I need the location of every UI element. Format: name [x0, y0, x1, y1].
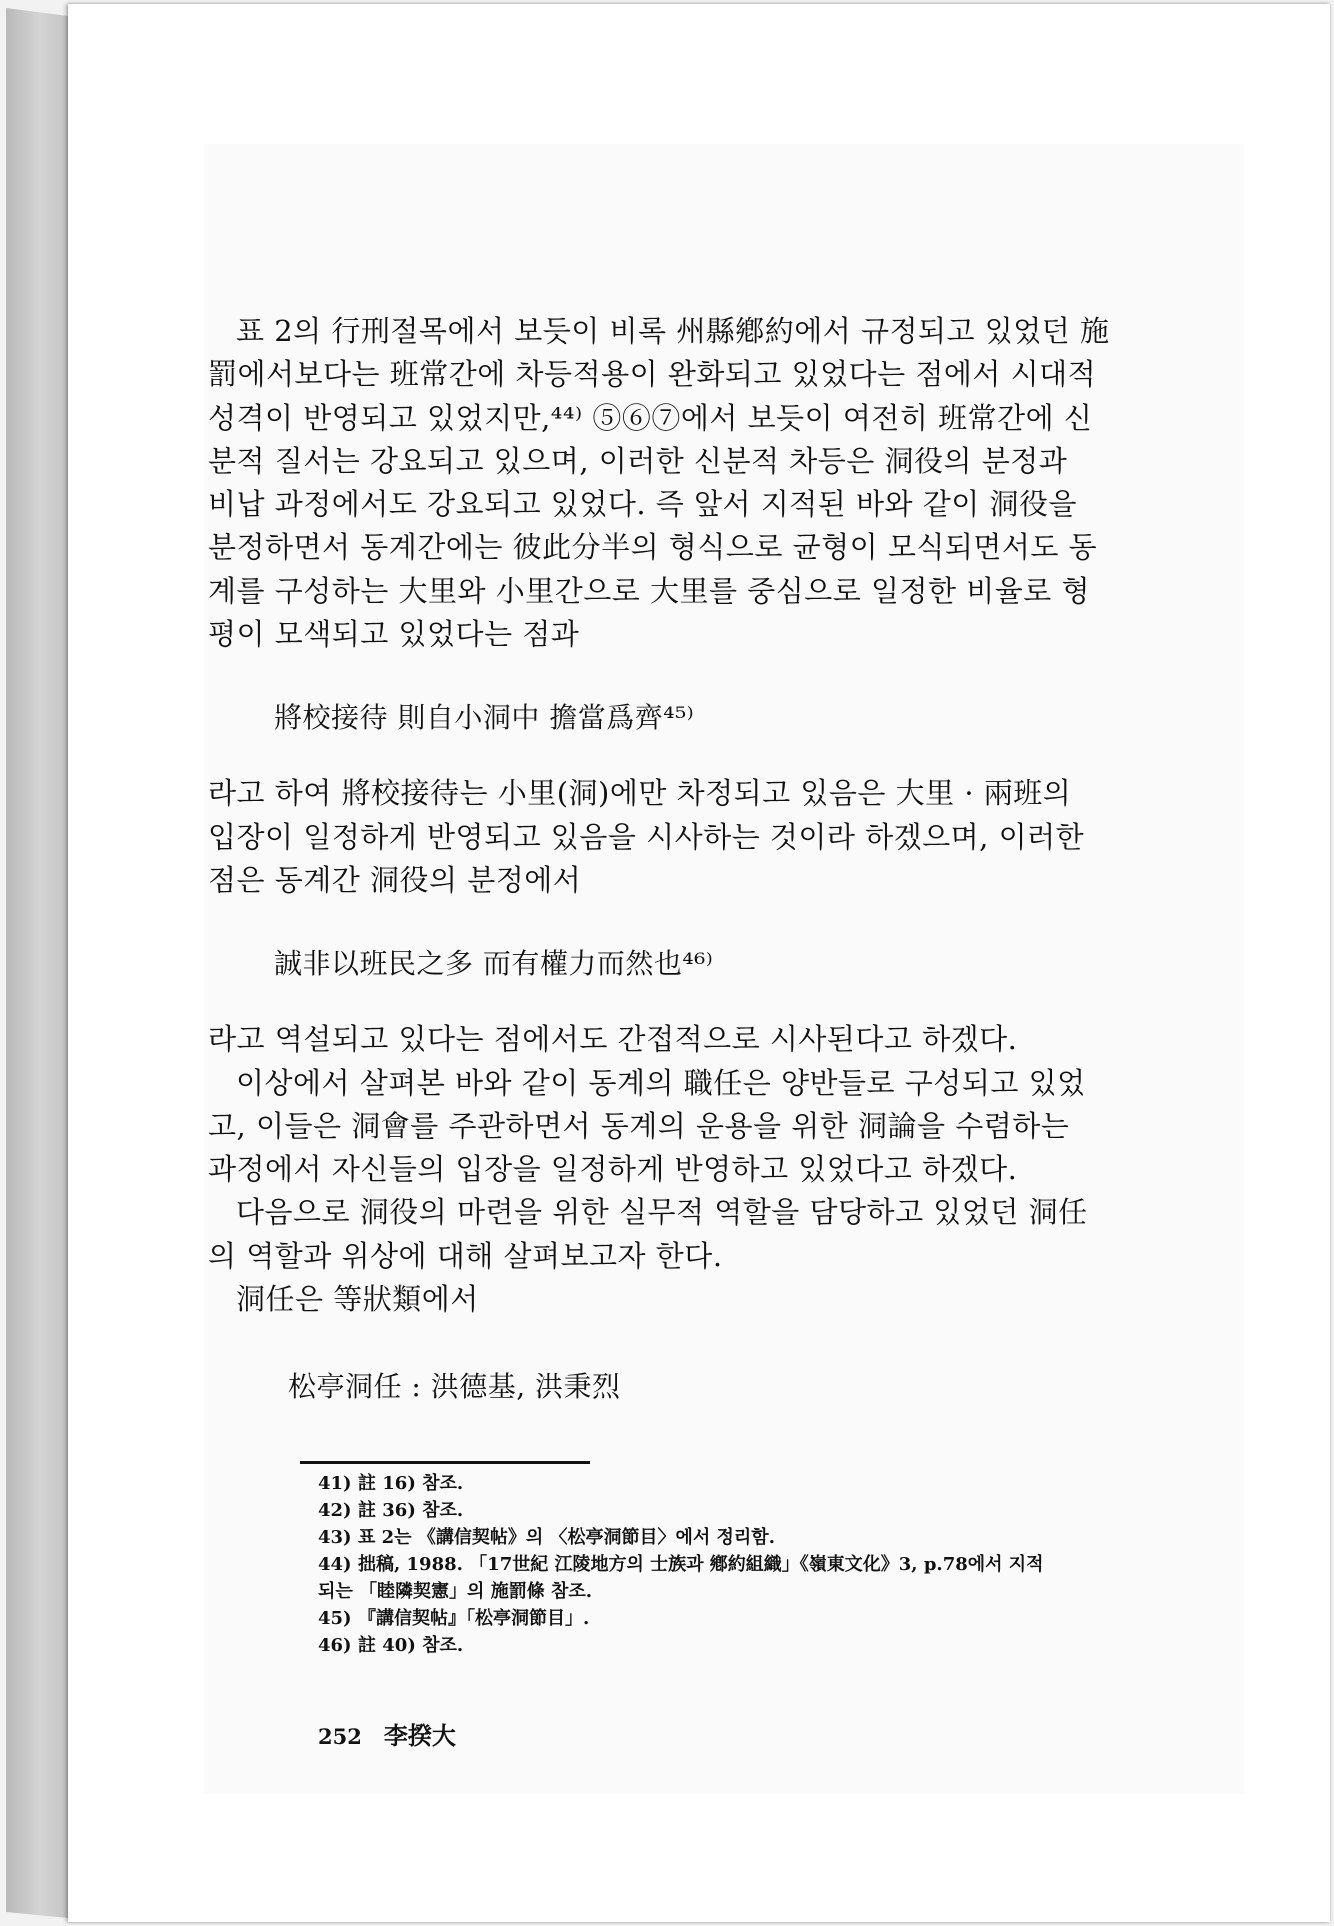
- text-line: 표 2의 行刑절목에서 보듯이 비록 州縣鄕約에서 규정되고 있었던 施: [236, 314, 1110, 348]
- text-line: 고, 이들은 洞會를 주관하면서 동계의 운용을 위한 洞論을 수렴하는: [208, 1108, 1070, 1143]
- footnote: [318, 1470, 1198, 1497]
- text-line: 라고 하여 將校接待는 小里(洞)에만 차정되고 있음은 大里 · 兩班의: [208, 776, 1072, 811]
- footnote-text: 『講信契帖』「松亭洞節目」.: [358, 1608, 590, 1629]
- footnote-text: 註 36) 참조.: [358, 1500, 464, 1521]
- text-line: 洞任은 等狀類에서: [236, 1282, 479, 1317]
- page-footer: [318, 1716, 456, 1751]
- running-author: 李揆大: [383, 1721, 456, 1750]
- footnote-text: 표 2는 《講信契帖》의 〈松亭洞節目〉에서 정리함.: [358, 1527, 775, 1548]
- footnote-number: 42): [318, 1500, 352, 1521]
- footnote-text: 註 16) 참조.: [358, 1473, 464, 1494]
- footnote-continuation: 되는 「睦隣契憲」의 施罰條 참조.: [318, 1581, 593, 1602]
- text-line: 비납 과정에서도 강요되고 있었다. 즉 앞서 지적된 바와 같이 洞役을: [208, 487, 1078, 522]
- block-quote-2: 誠非以班民之多 而有權力而然也⁴⁶⁾: [274, 947, 714, 981]
- footnote-number: 41): [318, 1473, 352, 1494]
- text-line: 분적 질서는 강요되고 있으며, 이러한 신분적 차등은 洞役의 분정과: [208, 443, 1068, 478]
- text-line: 성격이 반영되고 있었지만,⁴⁴⁾ ⑤⑥⑦에서 보듯이 여전히 班常간에 신: [208, 400, 1093, 435]
- footnote: [318, 1632, 1198, 1659]
- text-line: 과정에서 자신들의 입장을 일정하게 반영하고 있었다고 하겠다.: [208, 1152, 1018, 1187]
- text-line: 罰에서보다는 班常간에 차등적용이 완화되고 있었다는 점에서 시대적: [208, 357, 1097, 392]
- text-line: 이상에서 살펴본 바와 같이 동계의 職任은 양반들로 구성되고 있었: [236, 1065, 1086, 1100]
- footnote-number: 44): [318, 1554, 352, 1575]
- footnote-number: 43): [318, 1527, 352, 1548]
- footnotes: [318, 1470, 1198, 1659]
- footnote: [318, 1605, 1198, 1632]
- text-line: 분정하면서 동계간에는 彼此分半의 형식으로 균형이 모식되면서도 동: [208, 530, 1098, 565]
- paragraph-2: [208, 772, 1198, 902]
- footnote-number: 45): [318, 1608, 352, 1629]
- book-spine: [6, 8, 68, 1918]
- paragraph-1: [208, 310, 1198, 656]
- text-line: 계를 구성하는 大里와 小里간으로 大里를 중심으로 일정한 비율로 형: [208, 573, 1091, 608]
- footnote: [318, 1551, 1198, 1578]
- page-number: 252: [318, 1724, 362, 1749]
- footnote: [318, 1524, 1198, 1551]
- footnote-text: 註 40) 참조.: [358, 1635, 464, 1656]
- text-line: 입장이 일정하게 반영되고 있음을 시사하는 것이라 하겠으며, 이러한: [208, 819, 1085, 854]
- text-line: 의 역할과 위상에 대해 살펴보고자 한다.: [208, 1238, 723, 1273]
- footnote: [318, 1497, 1198, 1524]
- block-quote-1: 將校接待 則自小洞中 擔當爲齊⁴⁵⁾: [274, 701, 695, 735]
- footnote-number: 46): [318, 1635, 352, 1656]
- block-quote-3: 松亭洞任 : 洪德基, 洪秉烈: [288, 1370, 621, 1404]
- text-line: 점은 동계간 洞役의 분정에서: [208, 862, 582, 897]
- text-line: 다음으로 洞役의 마련을 위한 실무적 역할을 담당하고 있었던 洞任: [236, 1195, 1088, 1230]
- footnote-text: 拙稿, 1988. 「17世紀 江陵地方의 士族과 鄕約組織」《嶺東文化》3, p.78에서 지적: [358, 1554, 1044, 1575]
- footnote-rule: [300, 1461, 590, 1464]
- paragraph-3: [208, 1018, 1198, 1321]
- text-line: 평이 모색되고 있었다는 점과: [208, 617, 580, 652]
- body-text: [208, 310, 1198, 1405]
- text-line: 라고 역설되고 있다는 점에서도 간접적으로 시사된다고 하겠다.: [208, 1022, 1018, 1057]
